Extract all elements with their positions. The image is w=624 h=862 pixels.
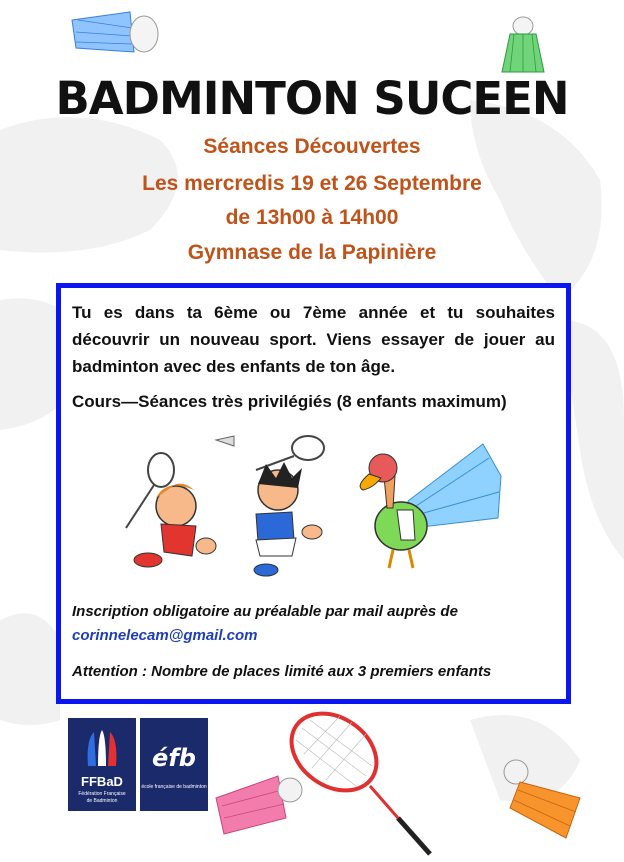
shuttlecock-blue-icon <box>68 8 160 68</box>
info-line-dates: Les mercredis 19 et 26 Septembre <box>142 172 482 195</box>
shuttlecock-green-icon <box>500 14 546 76</box>
ffbad-subtitle-1: Fédération Française <box>78 791 126 797</box>
info-box <box>56 283 571 704</box>
info-line-sessions: Séances Découvertes <box>203 135 421 158</box>
kids-badminton-illustration <box>116 428 331 578</box>
ffbad-name: FFBaD <box>81 774 123 789</box>
bird-mascot-illustration <box>353 436 503 576</box>
efb-subtitle: école française de badminton <box>141 784 207 790</box>
intro-text: Tu es dans ta 6ème ou 7ème année et tu souhaites découvrir un nouveau sport. Viens essayer de jouer au badminton avec des enfants de ton âge. <box>72 303 555 376</box>
efb-name: éfb <box>152 744 196 772</box>
ffbad-feather-icon <box>84 730 120 768</box>
page-title: BADMINTON SUCEEN <box>55 72 569 125</box>
registration-text: Inscription obligatoire au préalable par mail auprès de <box>72 603 458 620</box>
ffbad-logo <box>68 718 136 811</box>
attention-text: Attention : Nombre de places limité aux 3 premiers enfants <box>72 663 492 680</box>
info-line-time: de 13h00 à 14h00 <box>225 206 399 229</box>
email-link[interactable]: corinnelecam@gmail.com <box>72 627 258 644</box>
racket-icon <box>282 708 437 858</box>
ffbad-subtitle-2: de Badminton <box>86 798 118 804</box>
shuttlecock-orange-icon <box>496 756 588 840</box>
course-text: Cours—Séances très privilégiés (8 enfants maximum) <box>72 392 507 411</box>
info-line-venue: Gymnase de la Papinière <box>187 241 437 264</box>
efb-logo <box>140 718 208 811</box>
